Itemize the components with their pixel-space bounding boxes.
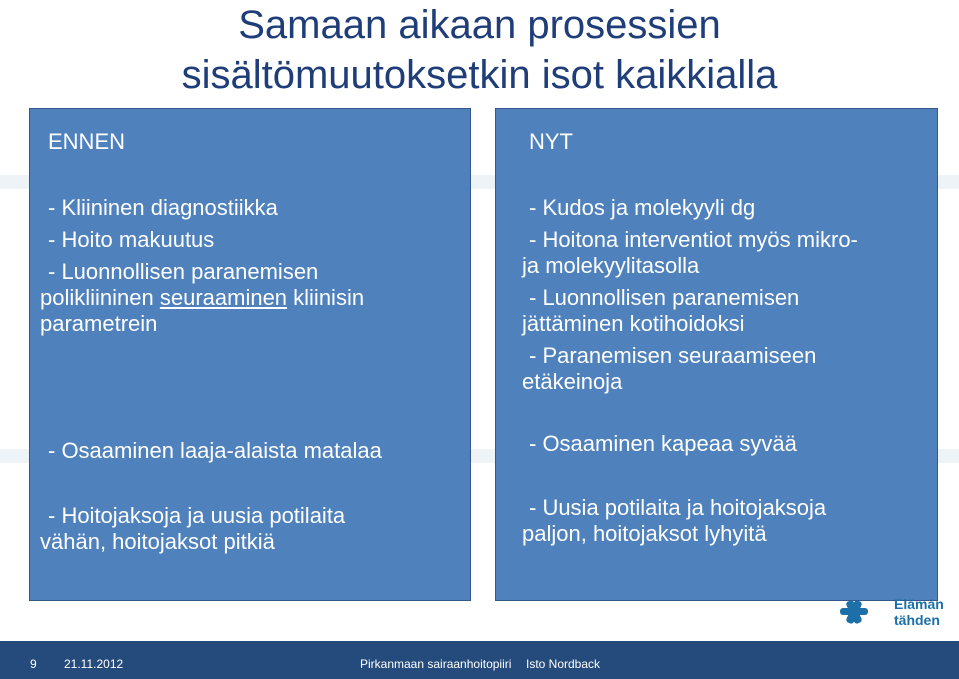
now-item-episodes-line2: paljon, hoitojaksot lyhyitä [522,521,767,546]
panel-before [29,108,471,601]
now-item-tissue: - Kudos ja molekyyli dg [529,195,756,220]
before-item-healing-line1: - Luonnollisen paranemisen [48,259,319,284]
now-item-healing-line1: - Luonnollisen paranemisen [529,285,800,310]
logo-text-line2: tähden [894,612,940,628]
panel-before-heading: ENNEN [48,129,126,154]
footer-organization: Pirkanmaan sairaanhoitopiiri [360,657,512,671]
footer-author: Isto Nordback [526,657,601,671]
panel-now [495,108,938,601]
footer-date: 21.11.2012 [64,657,124,671]
before-item-healing-line2-a: polikliininen [40,285,160,310]
before-item-episodes-line2: vähän, hoitojaksot pitkiä [40,529,275,554]
before-item-expertise: - Osaaminen laaja-alaista matalaa [48,438,382,463]
before-item-care: - Hoito makuutus [48,227,215,252]
now-item-interventions-line2: ja molekyylitasolla [522,253,700,278]
slide-title-line1: Samaan aikaan prosessien [238,3,721,47]
logo-text-line1: Elämän [894,596,944,612]
before-item-episodes-line1: - Hoitojaksoja ja uusia potilaita [48,503,346,528]
now-item-interventions-line1: - Hoitona interventiot myös mikro- [529,227,858,252]
now-item-episodes-line1: - Uusia potilaita ja hoitojaksoja [529,495,827,520]
now-item-monitoring-line1: - Paranemisen seuraamiseen [529,343,817,368]
before-item-diagnostics: - Kliininen diagnostiikka [48,195,278,220]
slide-footer [0,641,959,679]
now-item-monitoring-line2: etäkeinoja [522,369,623,394]
before-item-healing-line3: parametrein [40,311,158,336]
slide-title-line2: sisältömuutoksetkin isot kaikkialla [181,53,778,97]
page-number: 9 [30,657,37,671]
before-item-healing-line2 [40,285,364,311]
panel-now-heading: NYT [529,129,573,154]
before-item-healing-line2-underlined: seuraaminen [159,285,288,310]
before-item-healing-line2-c: kliinisin [287,285,365,310]
now-item-expertise: - Osaaminen kapeaa syvää [529,431,797,456]
now-item-healing-line2: jättäminen kotihoidoksi [522,311,745,336]
